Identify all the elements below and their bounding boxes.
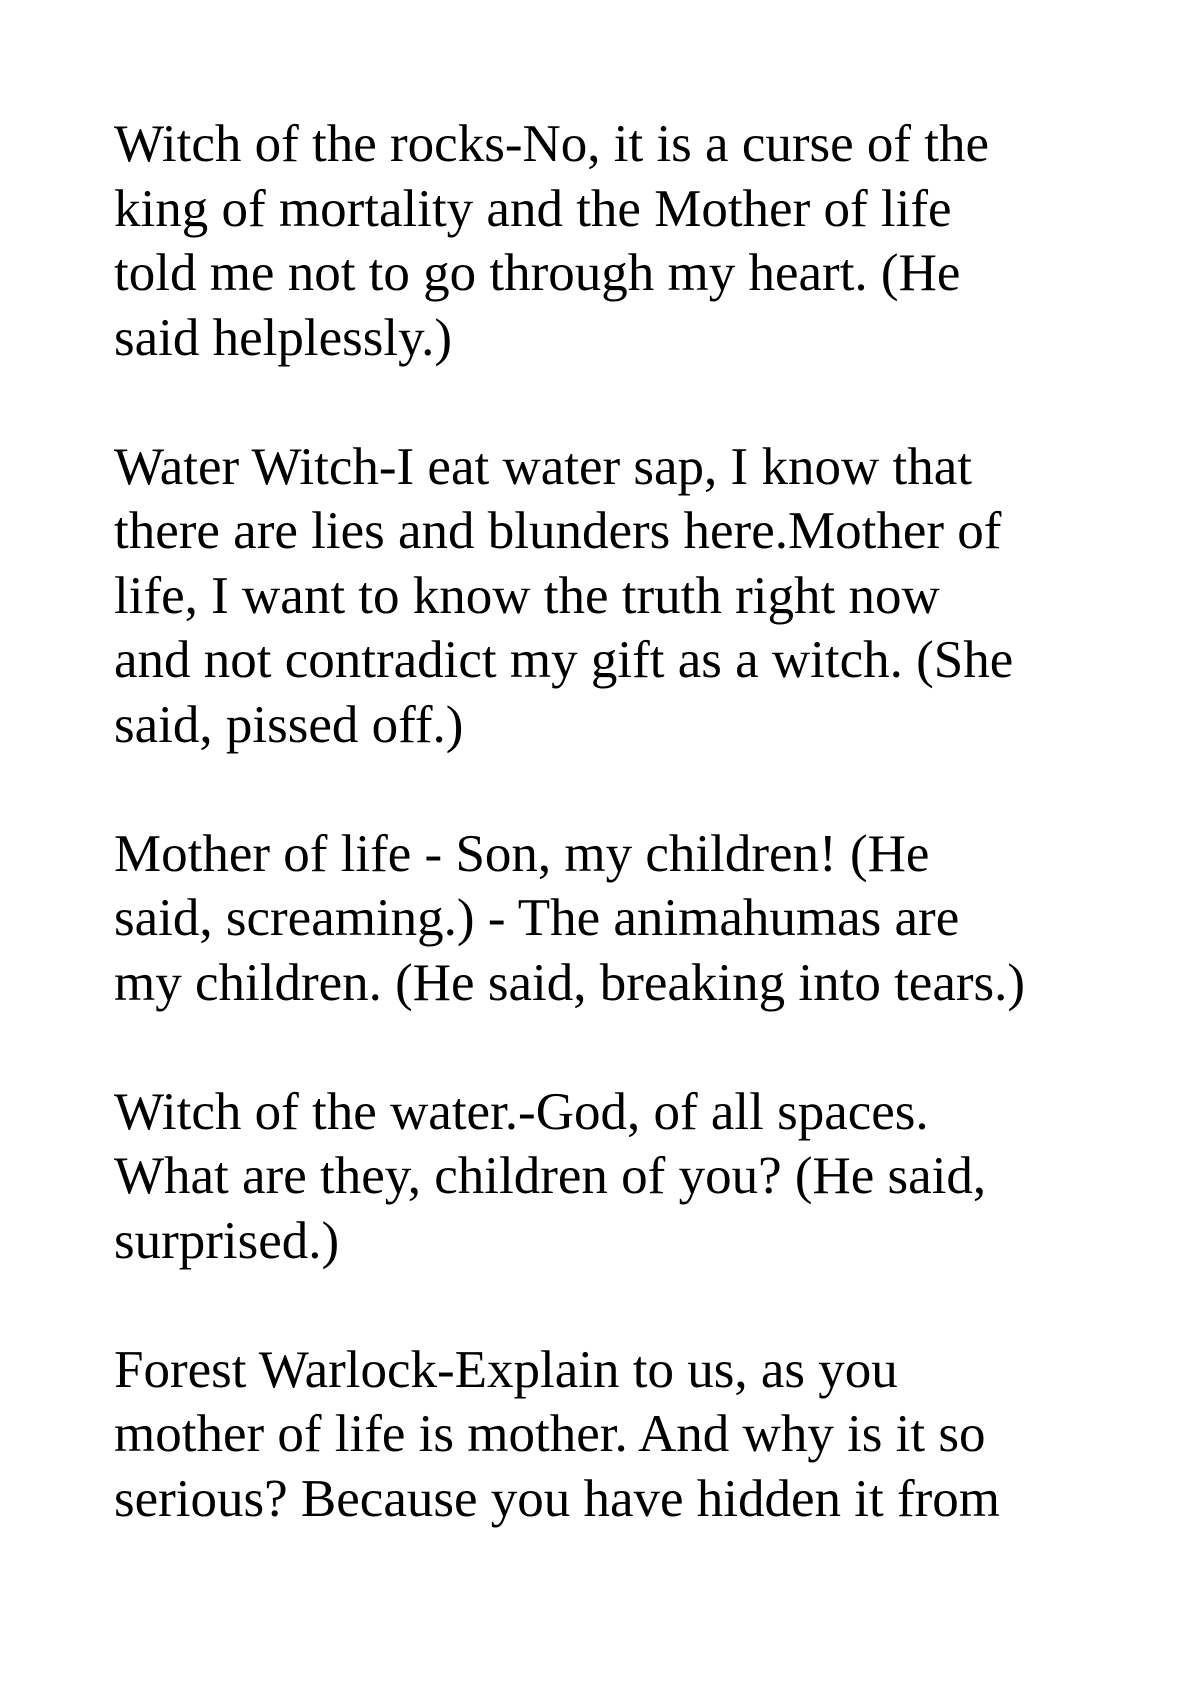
text-line: said helplessly.) — [114, 308, 453, 367]
text-line: king of mortality and the Mother of life — [114, 179, 952, 238]
text-line: What are they, children of you? (He said, — [114, 1147, 987, 1205]
paragraph-mother-of-life — [114, 822, 1144, 1016]
text-line: Water Witch-I eat water sap, I know that — [114, 437, 972, 496]
text-line: mother of life is mother. And why is it so — [114, 1405, 986, 1463]
text-line: Witch of the water.-God, of all spaces. — [114, 1082, 929, 1141]
text-line: said, pissed off.) — [114, 695, 464, 754]
text-line: my children. (He said, breaking into tears.) — [114, 953, 1026, 1012]
text-line: there are lies and blunders here.Mother of — [114, 502, 1002, 560]
text-line: Witch of the rocks-No, it is a curse of the — [114, 115, 990, 173]
document-body — [114, 112, 1144, 1596]
paragraph-witch-of-the-water — [114, 1080, 1144, 1274]
text-line: life, I want to know the truth right now — [114, 566, 940, 625]
text-line: and not contradict my gift as a witch. (She — [114, 631, 1014, 689]
paragraph-witch-of-the-rocks — [114, 112, 1144, 370]
text-line: Forest Warlock-Explain to us, as you — [114, 1340, 898, 1399]
text-line: serious? Because you have hidden it from — [114, 1469, 1001, 1528]
paragraph-water-witch — [114, 435, 1144, 758]
paragraph-forest-warlock — [114, 1338, 1144, 1532]
text-line: told me not to go through my heart. (He — [114, 244, 961, 302]
text-line: surprised.) — [114, 1211, 340, 1270]
text-line: Mother of life - Son, my children! (He — [114, 824, 930, 883]
text-line: said, screaming.) - The animahumas are — [114, 889, 960, 947]
